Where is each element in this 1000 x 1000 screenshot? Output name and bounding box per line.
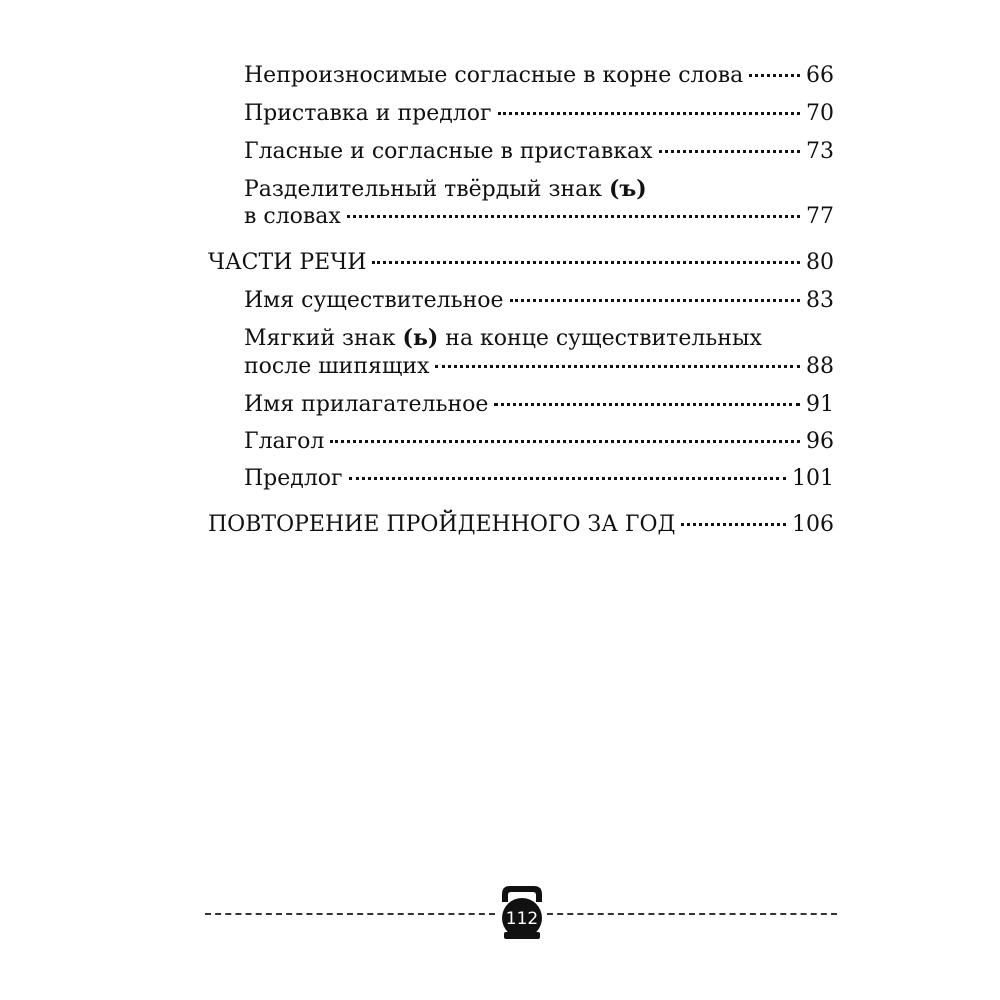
soft-sign-label: (ь) [402,325,439,351]
dot-leader [494,402,800,406]
page-number: 112 [505,909,539,929]
toc-entry-page: 66 [806,63,834,88]
dot-leader [349,476,786,480]
dot-leader [510,298,800,302]
toc-entry-title-line2: после шипящих [244,354,430,379]
toc-entry-title-part: на конце существительных [438,326,762,351]
footer-divider-left [205,913,495,915]
toc-entry-page: 106 [792,512,834,537]
toc-entry-page: 80 [806,250,834,275]
toc-entry-title-line2: в словах [244,204,341,229]
toc-entry-title: Предлог [244,466,343,491]
toc-entry-title-part: Мягкий знак [244,326,403,351]
toc-entry-title: Непроизносимые согласные в корне слова [244,63,744,88]
dot-leader [681,522,786,526]
dot-leader [498,111,801,115]
toc-entry-page: 77 [806,204,834,229]
dot-leader [749,73,800,77]
toc-entry-page: 91 [806,392,834,417]
toc-entry-page: 96 [806,429,834,454]
toc-section-title: ЧАСТИ РЕЧИ [208,250,367,275]
toc-entry-title: Приставка и предлог [244,101,492,126]
toc-entry-page: 83 [806,288,834,313]
toc-entry-page: 101 [792,466,834,491]
toc-entry-title: Имя прилагательное [244,392,489,417]
toc-entry-title-line1 [244,324,762,353]
dot-leader [435,364,800,368]
dot-leader [659,149,800,153]
footer-divider-right [547,913,837,915]
page-footer [205,882,837,942]
toc-entry-title: Имя существительное [244,288,504,313]
toc-entry-title: Глагол [244,429,325,454]
toc-entry-page: 70 [806,101,834,126]
toc-entry-title: Гласные и согласные в приставках [244,139,653,164]
dot-leader [347,214,800,218]
dot-leader [330,439,800,443]
toc-entry-title-line1 [244,175,647,204]
dot-leader [372,260,800,264]
toc-entry-title-part: Разделительный твёрдый знак [244,177,609,202]
toc-entry-page: 73 [806,139,834,164]
hard-sign-label: (ъ) [609,176,647,202]
toc-section-title: ПОВТОРЕНИЕ ПРОЙДЕННОГО ЗА ГОД [208,512,676,537]
toc-entry-page: 88 [806,354,834,379]
